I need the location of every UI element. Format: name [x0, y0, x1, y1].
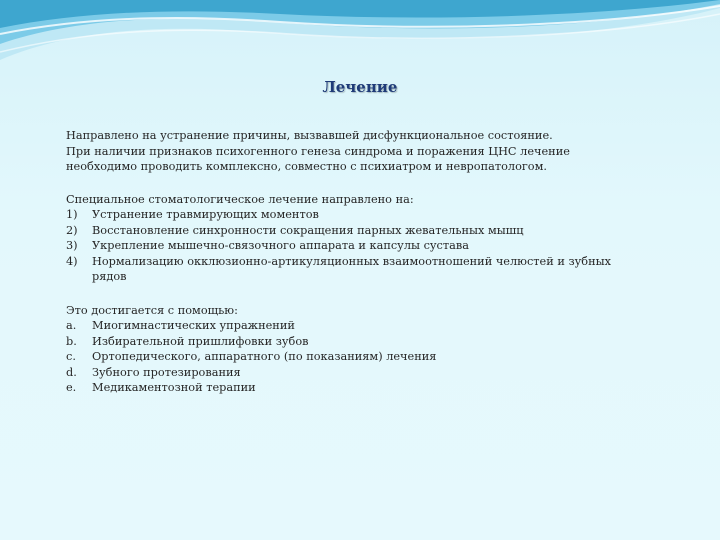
achieved-list — [66, 318, 611, 396]
achieved-heading: Это достигается с помощью: — [66, 303, 238, 317]
list-item — [66, 238, 611, 254]
list-item — [66, 254, 611, 285]
list-marker: 4) — [66, 254, 78, 268]
list-marker: d. — [66, 365, 77, 379]
list-marker: b. — [66, 334, 77, 348]
header-wave-decoration — [0, 0, 720, 90]
intro-line-1: Направлено на устранение причины, вызвавшей дисфункциональное состояние. — [66, 129, 553, 142]
list-item-text: Восстановление синхронности сокращения парных жевательных мышц — [92, 223, 524, 237]
list-item-text: Ортопедического, аппаратного (по показаниям) лечения — [92, 350, 437, 363]
list-marker: 2) — [66, 223, 78, 237]
list-item-text: Нормализацию окклюзионно-артикуляционных взаимоотношений челюстей и зубных рядов — [92, 254, 611, 283]
list-item — [66, 349, 611, 365]
intro-line-2: При наличии признаков психогенного генеза синдрома и поражения ЦНС лечение необходимо проводить комплексно, совместно с психиатром и невропатологом. — [66, 144, 570, 173]
list-marker: a. — [66, 319, 77, 332]
slide-title: Лечение — [322, 78, 398, 96]
list-item — [66, 334, 611, 350]
list-item-text: Избирательной пришлифовки зубов — [92, 334, 309, 348]
list-item — [66, 365, 611, 381]
list-marker: e. — [66, 381, 77, 394]
list-item-text: Медикаментозной терапии — [92, 381, 256, 394]
list-marker: 1) — [66, 208, 78, 221]
list-item-text: Миогимнастических упражнений — [92, 319, 295, 332]
list-item — [66, 207, 611, 223]
special-treatment-list — [66, 207, 611, 285]
list-item — [66, 223, 611, 239]
list-item — [66, 318, 611, 334]
list-item-text: Устранение травмирующих моментов — [92, 208, 319, 221]
list-item-text: Укрепление мышечно-связочного аппарата и капсулы сустава — [92, 239, 469, 252]
list-item — [66, 380, 611, 396]
list-marker: 3) — [66, 239, 78, 252]
list-marker: c. — [66, 350, 76, 363]
slide-content — [66, 128, 611, 396]
list-item-text: Зубного протезирования — [92, 365, 241, 379]
special-treatment-heading: Специальное стоматологическое лечение направлено на: — [66, 192, 414, 206]
